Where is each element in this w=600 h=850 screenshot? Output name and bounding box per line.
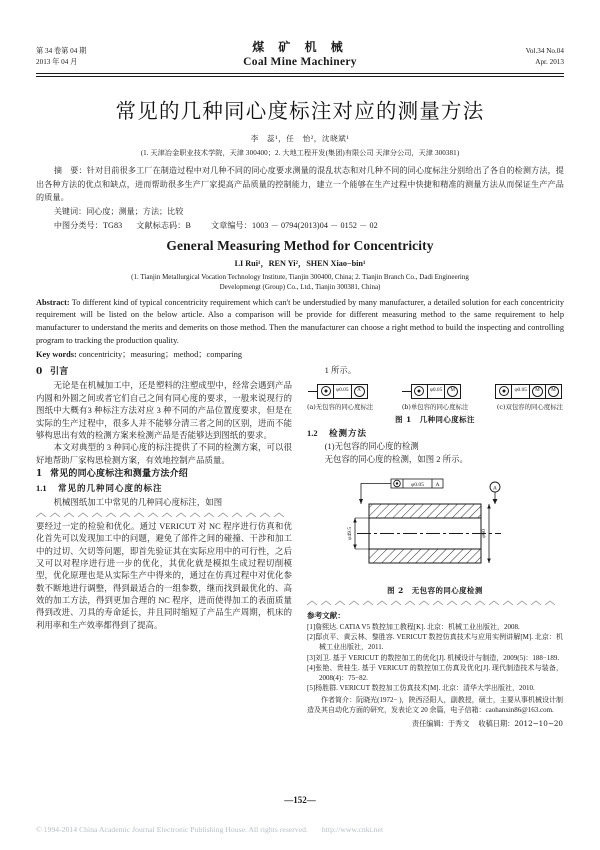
editor-label: 责任编辑： — [411, 719, 448, 729]
datum-cell-c1 — [530, 385, 546, 398]
leader-line-b — [402, 391, 411, 392]
svg-text:A: A — [493, 485, 497, 492]
fcf-group-a — [308, 384, 368, 399]
section-heading-0 — [36, 366, 292, 379]
svg-text:φ49.5: φ49.5 — [347, 527, 353, 541]
tolerance-value-c: φ0.05 — [512, 385, 530, 398]
figure-1-label: 图 1 — [395, 415, 412, 425]
figure-1-title — [307, 415, 563, 426]
classification-line — [54, 220, 564, 231]
editor-name: 于秀文 — [447, 719, 470, 729]
concentricity-icon — [318, 385, 334, 398]
section-1-1-number: 1.1 — [36, 483, 47, 494]
paragraph-1-2-1: 无包容的同心度的检测，如图 2 所示。 — [324, 454, 468, 464]
abstract-label-en: Abstract: — [36, 297, 70, 307]
publication-date-cn: 2013 年 04 月 — [36, 57, 78, 66]
fcf-group-b — [402, 384, 462, 399]
figure-2-label: 图 2 — [387, 586, 404, 596]
figure-1-caption-b: (b)单包容的同心度标注 — [401, 402, 469, 411]
keywords-label-cn: 关键词： — [53, 206, 87, 216]
datum-letter-c1: M — [532, 386, 543, 397]
right-column — [307, 365, 563, 730]
keywords-en — [36, 348, 564, 360]
column-separator-right — [307, 600, 563, 607]
concentricity-icon — [412, 385, 428, 398]
figure-2-text: 无包容的同心度检测 — [411, 586, 483, 596]
datum-cell-a — [352, 385, 367, 398]
tolerance-value-a: φ0.05 — [334, 385, 352, 398]
affiliation-en-line1: (1. Tianjin Metallurgical Vocation Technology Institute, Tianjin 300400, China; 2. Tianjin Branch Co., Dadi Engineering — [131, 272, 469, 281]
section-1-2-title: 检测方法 — [329, 428, 368, 439]
page-number: —152— — [284, 795, 316, 805]
figure-2-title — [307, 586, 563, 597]
section-0-title: 引言 — [50, 367, 69, 378]
page-title-en: General Measuring Method for Concentricity — [166, 237, 434, 253]
section-0-number: 0 — [36, 367, 43, 378]
section-1-number: 1 — [36, 468, 43, 479]
section-1-title: 常见的同心度标注和测量方法介绍 — [50, 468, 189, 479]
column-separator-left — [36, 512, 292, 519]
section-heading-1-2 — [307, 427, 563, 440]
authors-cn: 李 蕊¹，任 怡²，沈晓斌¹ — [250, 134, 350, 144]
affiliation-en — [36, 272, 564, 293]
figure-1-text: 几种同心度标注 — [419, 415, 475, 425]
feature-control-frame-c — [495, 384, 562, 399]
figure-1-frames — [307, 384, 563, 399]
doc-code-value: B — [185, 220, 191, 230]
feature-control-frame-b — [411, 384, 462, 399]
section-heading-1 — [36, 468, 292, 481]
paragraph-intro-1: 无论是在机械加工中，还是塑料的注塑成型中，经常会遇到产品内圆和外圆之间或者它们自己之间有同心度的要求，一般来说现行的图纸中大概有3 种标注方法对应 3 种不同的产品位置度要求，但是在实际的生产过程中，很多人并不能够分清三者之间的区别，进而不能够构思出有效的检测方案来检测产品是否能够达到图纸的要求。 — [36, 381, 292, 440]
journal-title-en: Coal Mine Machinery — [243, 56, 357, 68]
received-label: 收稿日期： — [478, 719, 515, 729]
figure-1-caption-c: (c)双包容的同心度标注 — [496, 402, 563, 411]
concentricity-icon — [496, 385, 512, 398]
abstract-text-cn: 针对目前很多工厂在制造过程中对几种不同的同心度要求测量的混乱状态和对几种不同的同心度标注分别给出了各自的检测方法，提出各种方法的优点和缺点，进而帮助很多生产厂家提高产品质量的控制能力，建立一个能够在生产过程中快捷和精准的测量方法从而保证生产产品的质量。 — [36, 166, 564, 202]
references-heading: 参考文献： — [307, 610, 345, 620]
copyright-text: © 1994-2014 China Academic Journal Electronic Publishing House. All rights reserved. — [36, 825, 308, 834]
abstract-text-en: To different kind of typical concentricity requirement which can't be understudied by many manufacturer, a detailed solution for each concentricity requirement will be listed on the below article. Also a comparison will be provide for different measuring method to the same requirement to help manufacturer to understand the merits and demerits on those method. Then the manufacturer can choose a right method to build the inspecting and controlling program to tracking the production quality. — [36, 297, 564, 345]
paragraph-1-1-1: 机械图纸加工中常见的几种同心度标注，如图 — [53, 497, 223, 507]
page-title: 常见的几种同心度标注对应的测量方法 — [115, 99, 485, 124]
doc-code-label: 文献标志码： — [136, 220, 186, 230]
datum-cell-c2 — [546, 385, 561, 398]
keywords-text-en: concentricity；measuring；method；comparing — [76, 350, 242, 360]
authors-en: LI Rui¹，REN Yi²，SHEN Xiao−bin¹ — [234, 258, 366, 268]
copyright-notice — [36, 825, 383, 834]
section-1-2-number: 1.2 — [307, 427, 318, 438]
datum-letter-a: A — [354, 386, 365, 397]
editor-received-line — [307, 719, 563, 730]
keywords-text-cn: 同心度；测量；方法；比较 — [86, 206, 184, 216]
svg-text:φ0.05: φ0.05 — [410, 482, 425, 489]
reference-item: [2]邸贞平、黄云林、黎胜容. VERICUT 数控仿真技术与应用实例讲解[M]. 北京：机械工业出版社，2011. — [307, 633, 563, 652]
datum-letter-b: M — [447, 386, 458, 397]
affiliation-en-line2: Developmengt (Group) Co., Ltd., Tianjin 300381, China) — [219, 283, 381, 292]
reference-item: [3]刘卫. 基于 VERICUT 的数控加工的优化[J]. 机械设计与制造，2009(5)：188−189. — [307, 653, 560, 662]
masthead-right — [414, 46, 564, 68]
masthead-center — [186, 38, 414, 68]
paragraph-continued-top: 1 所示。 — [324, 366, 357, 376]
masthead-rule — [36, 73, 564, 77]
reference-item: [5]杨胜群. VERICUT 数控加工仿真技术[M]. 北京：清华大学出版社，2010. — [307, 683, 535, 692]
author-biography: 作者简介：阮晓光(1972− )，陕西泾阳人，副教授，硕士，主要从事机械设计制造及其自动化方面的研究，发表论文 20 余篇，电子信箱：caohanxin86@163.com. — [307, 696, 563, 715]
reference-item: [4]张艳、贵桂生. 基于 VERICUT 的数控加工仿真及优化[J]. 现代制造技术与装备，2008(4)：75−82. — [307, 663, 563, 682]
masthead — [36, 0, 564, 68]
article-id-value: 1003 － 0794(2013)04 － 0152 － 02 — [251, 220, 378, 230]
volume-issue-en: Vol.34 No.04 — [525, 46, 564, 55]
tolerance-value-b: φ0.05 — [428, 385, 446, 398]
keywords-label-en: Key words: — [36, 350, 77, 360]
leader-line-a — [308, 391, 317, 392]
body-columns — [36, 365, 564, 730]
list-item-1: (1)无包容的同心度的检测 — [324, 442, 419, 452]
left-column — [36, 365, 292, 730]
paragraph-continued: 要经过一定的检验和优化。通过 VERICUT 对 NC 程序进行仿真和优化首先可以发现加工中的问题，避免了部件之间的碰撞、干涉和加工中的过切、欠切等问题，即首先验证其在实际应用中的可行性，之后又可以对程序进行进一步的优化，其优化就是模拟生成过程切削模型，优化原理也是从实际生产中得来的，通过在仿真过程中对优化参数不断地进行调整，得到最适合的一组参数，继而找到最优化的、高效的加工方法，得到更加合理的 NC 程序，进而使得加工的表面质量得到改进、刀具的寿命延长，并且同时缩短了产品生产周期，机床的利用率和生产效率都得到了提高。 — [36, 521, 292, 630]
fcf-group-c — [495, 384, 562, 399]
feature-control-frame-a — [317, 384, 368, 399]
figure-2-drawing — [307, 471, 563, 583]
figure-1-subcaptions — [307, 403, 563, 412]
keywords-cn — [54, 205, 564, 218]
publication-date-en: Apr. 2013 — [535, 57, 564, 66]
reference-item: [1]詹熙达. CATIA V5 数控加工教程[K]. 北京：机械工业出版社，2008. — [307, 623, 520, 632]
datum-cell-b — [445, 385, 460, 398]
section-1-1-title: 常见的几种同心度的标注 — [58, 484, 163, 495]
abstract-label-cn: 摘 要： — [53, 166, 87, 176]
cnki-url: http://www.cnki.net — [321, 825, 384, 834]
svg-text:φ60: φ60 — [481, 529, 487, 538]
svg-text:A: A — [435, 482, 440, 489]
clc-label: 中图分类号： — [53, 220, 103, 230]
section-heading-1-1 — [36, 482, 292, 495]
clc-value: TG83 — [102, 220, 123, 230]
paragraph-intro-2: 本文对典型的 3 种同心度的标注提供了不同的检测方案，可以很好地帮助厂家构思检测方案，有效地控制产品质量。 — [36, 443, 292, 465]
abstract-cn — [36, 164, 564, 203]
volume-issue: 第 34 卷第 04 期 — [36, 46, 87, 55]
affiliation-cn: (1. 天津冶金职业技术学院，天津 300400；2. 大地工程开发(集团)有限公司 天津分公司，天津 300381) — [140, 149, 460, 158]
article-id-label: 文章编号： — [210, 220, 252, 230]
received-date: 2012−10−20 — [514, 719, 563, 729]
figure-1-caption-a: (a)无包容的同心度标注 — [307, 402, 374, 411]
datum-letter-c2: M — [548, 386, 559, 397]
abstract-en — [36, 297, 564, 347]
masthead-left — [36, 46, 186, 68]
journal-title-cn: 煤 矿 机 械 — [252, 40, 348, 54]
